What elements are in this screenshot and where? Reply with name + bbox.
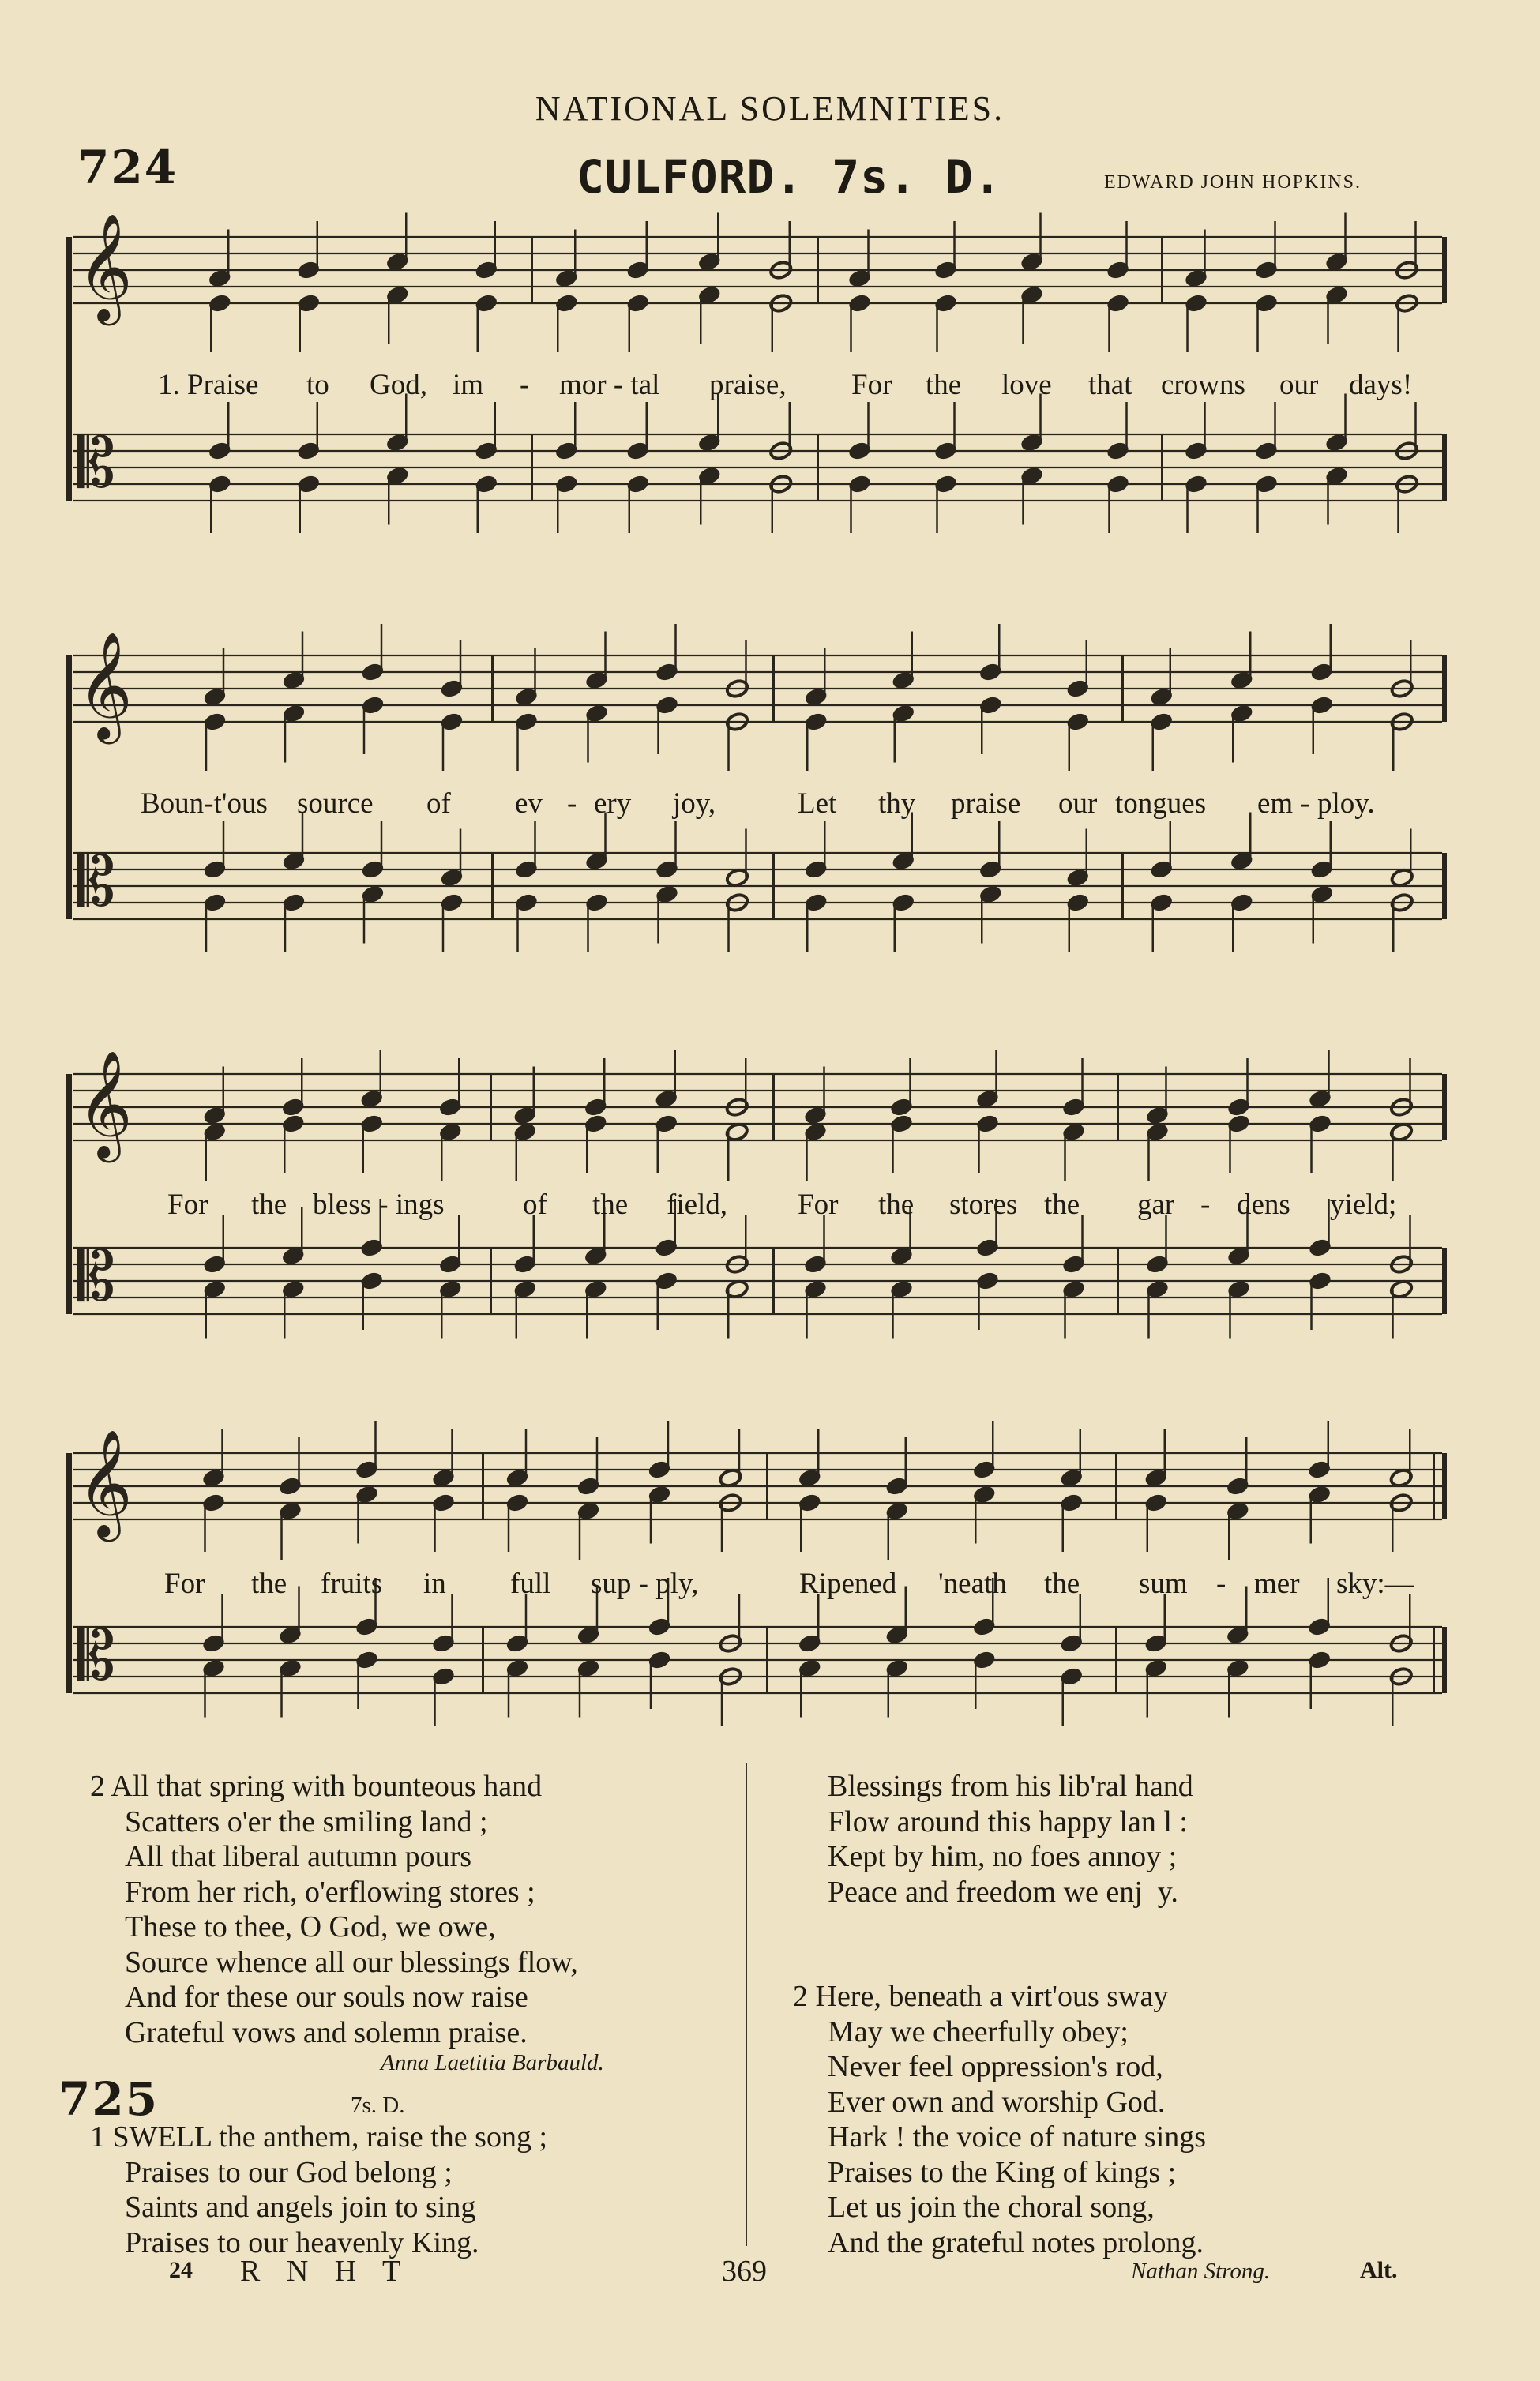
verse-line: 2 Here, beneath a virt'ous sway — [793, 1980, 1169, 2013]
lyric-word: For — [164, 1568, 205, 1600]
verse-line: Saints and angels join to sing — [125, 2191, 476, 2224]
lyric-word: the — [878, 1189, 915, 1221]
author-barbauld: Anna Laetitia Barbauld. — [381, 2050, 604, 2075]
verse-line: From her rich, o'erflowing stores ; — [125, 1875, 535, 1909]
lyric-line-3 — [0, 1188, 1540, 1227]
verse-line: Praises to our heavenly King. — [125, 2225, 479, 2259]
lyric-word: the — [1044, 1568, 1080, 1600]
lyric-word: full — [510, 1568, 551, 1600]
lyric-word: the — [251, 1568, 287, 1600]
verse-line: 2 All that spring with bounteous hand — [90, 1770, 543, 1803]
hymn-number-725: 725 — [58, 2072, 160, 2126]
verse-line: Let us join the choral song, — [828, 2191, 1155, 2224]
lyric-word: days! — [1349, 369, 1413, 401]
lyric-word: sum — [1139, 1568, 1188, 1600]
lyric-word: sky:— — [1336, 1568, 1414, 1600]
lyric-word: the — [1044, 1189, 1080, 1221]
verse-line: Ever own and worship God. — [828, 2085, 1166, 2119]
alt-mark: Alt. — [1360, 2257, 1398, 2283]
hymn-number-724: 724 — [77, 141, 178, 194]
lyric-word: our — [1279, 369, 1319, 401]
lyric-word: of — [426, 787, 451, 820]
verse-line: Peace and freedom we enj y. — [828, 1875, 1178, 1909]
lyric-word: love — [1001, 369, 1052, 401]
composer-name: EDWARD JOHN HOPKINS. — [1104, 172, 1362, 193]
verse-line: And for these our souls now raise — [125, 1981, 528, 2014]
lyric-word: For — [798, 1189, 839, 1221]
lyric-word: tongues — [1115, 787, 1207, 820]
verse-line: Scatters o'er the smiling land ; — [125, 1805, 488, 1838]
lyric-word: field, — [667, 1189, 728, 1221]
lyric-word: 1. Praise — [158, 369, 259, 401]
verse-line: All that liberal autumn pours — [125, 1840, 472, 1873]
tune-title: CULFORD. 7s. D. — [577, 150, 1002, 204]
verse-line: Blessings from his lib'ral hand — [828, 1770, 1193, 1803]
lyric-word: sup - ply, — [591, 1568, 699, 1600]
lyric-word: our — [1058, 787, 1098, 820]
lyric-word: to — [306, 369, 329, 401]
lyric-word: 'neath — [938, 1568, 1007, 1600]
meter-label: 7s. D. — [351, 2093, 405, 2118]
verse-line: Source whence all our blessings flow, — [125, 1945, 578, 1979]
hymn-725-stanza-1 — [90, 2120, 547, 2260]
verse-line: Never feel oppression's rod, — [828, 2050, 1163, 2083]
verse-line: May we cheerfully obey; — [828, 2015, 1129, 2049]
lyric-word: im — [453, 369, 484, 401]
lyric-word: ev — [515, 787, 543, 820]
column-divider — [746, 1763, 747, 2246]
verse-line: Flow around this happy lan l : — [828, 1805, 1188, 1838]
lyric-word: - — [1200, 1189, 1211, 1221]
lyric-word: - — [520, 369, 530, 401]
lyric-word: gar — [1137, 1189, 1175, 1221]
svg-text:𝄞: 𝄞 — [77, 630, 133, 739]
lyric-word: mer — [1254, 1568, 1300, 1600]
verse-line: Kept by him, no foes annoy ; — [828, 1840, 1178, 1873]
hymn-725-stanza-2 — [793, 1979, 1206, 2260]
lyric-word: the — [592, 1189, 629, 1221]
lyric-line-1 — [0, 368, 1540, 407]
author-strong: Nathan Strong. — [1131, 2259, 1271, 2284]
svg-text:𝄡: 𝄡 — [77, 1237, 115, 1316]
svg-text:𝄞: 𝄞 — [77, 212, 133, 321]
verse-line: 1 SWELL the anthem, raise the song ; — [90, 2120, 547, 2154]
lyric-word: em - ploy. — [1257, 787, 1375, 820]
svg-text:𝄡: 𝄡 — [77, 843, 115, 922]
lyric-word: - — [1216, 1568, 1226, 1600]
verse-line: Hark ! the voice of nature sings — [828, 2120, 1207, 2154]
signature-letters: R N H T — [240, 2255, 411, 2288]
lyric-word: source — [297, 787, 374, 820]
lyric-word: the — [926, 369, 962, 401]
lyric-line-2 — [0, 787, 1540, 826]
lyric-word: Boun-t'ous — [141, 787, 268, 820]
lyric-word: praise — [951, 787, 1021, 820]
lyric-word: in — [423, 1568, 446, 1600]
lyric-word: fruits — [321, 1568, 383, 1600]
svg-text:𝄞: 𝄞 — [77, 1049, 133, 1158]
lyric-word: yield; — [1330, 1189, 1397, 1221]
lyric-word: Ripened — [799, 1568, 897, 1600]
lyric-word: bless - ings — [313, 1189, 445, 1221]
lyric-word: stores — [949, 1189, 1018, 1221]
lyric-word: that — [1088, 369, 1132, 401]
page-number: 369 — [722, 2255, 767, 2288]
hymn-725-stanza-1-cont — [828, 1769, 1193, 1910]
lyric-word: of — [523, 1189, 547, 1221]
verse-line: Praises to the King of kings ; — [828, 2155, 1177, 2189]
lyric-word: For — [167, 1189, 208, 1221]
svg-text:𝄞: 𝄞 — [77, 1428, 133, 1537]
verse-line: Grateful vows and solemn praise. — [125, 2015, 528, 2049]
lyric-word: For — [851, 369, 892, 401]
lyric-word: dens — [1237, 1189, 1290, 1221]
svg-text:𝄡: 𝄡 — [77, 424, 115, 503]
lyric-word: joy, — [673, 787, 716, 820]
lyric-word: Let — [798, 787, 837, 820]
svg-text:𝄡: 𝄡 — [77, 1617, 115, 1696]
lyric-word: crowns — [1161, 369, 1245, 401]
verse-line: And the grateful notes prolong. — [828, 2225, 1204, 2259]
lyric-line-4 — [0, 1567, 1540, 1606]
lyric-word: ery — [594, 787, 632, 820]
lyric-word: mor - tal — [559, 369, 660, 401]
section-title: NATIONAL SOLEMNITIES. — [535, 89, 1005, 128]
lyric-word: thy — [878, 787, 916, 820]
verse-line: Praises to our God belong ; — [125, 2155, 453, 2189]
lyric-word: God, — [370, 369, 427, 401]
lyric-word: praise, — [709, 369, 787, 401]
hymn-724-stanza-2 — [90, 1769, 578, 2050]
lyric-word: - — [567, 787, 577, 820]
lyric-word: the — [251, 1189, 287, 1221]
signature-number: 24 — [169, 2257, 193, 2283]
verse-line: These to thee, O God, we owe, — [125, 1910, 496, 1943]
